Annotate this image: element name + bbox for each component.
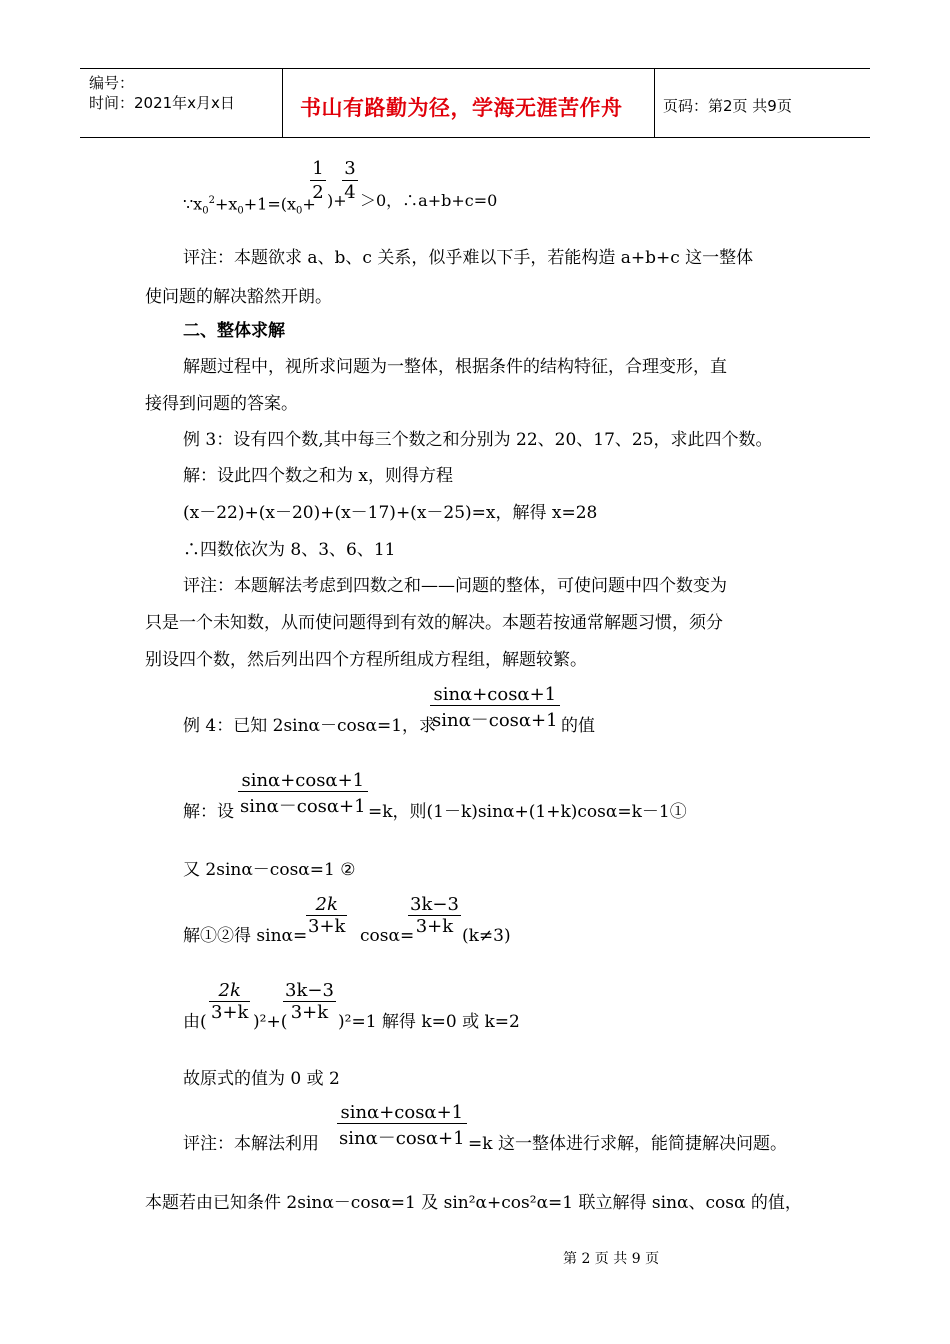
fraction-3k-3: 3k−3 3+k <box>410 894 459 937</box>
section-text-line-2: 接得到问题的答案。 <box>145 394 298 414</box>
fraction-one-half: 1 2 <box>310 158 326 203</box>
from-prefix: 由( <box>183 1012 207 1032</box>
comment-1-line-1: 评注：本题欲求 a、b、c 关系，似乎难以下手，若能构造 a+b+c 这一整体 <box>183 248 754 268</box>
fraction-2k: 2k 3+k <box>308 894 346 937</box>
fraction-sin-cos: sinα+cosα+1 sinα－cosα+1 <box>240 770 366 817</box>
comment-3-line-3: 别设四个数，然后列出四个方程所组成方程组，解题较繁。 <box>145 650 587 670</box>
equation-line-1: $\because x_0^2+x_0+1=(x_0+$ <box>183 194 316 217</box>
header-divider <box>282 69 283 137</box>
fraction-sin-cos: sinα+cosα+1 sinα－cosα+1 <box>432 684 558 731</box>
solve-cos: cosα= <box>360 926 415 946</box>
header-divider <box>654 69 655 137</box>
comment-4-prefix: 评注：本解法利用 <box>183 1134 319 1154</box>
equation-close: )+ <box>327 191 347 210</box>
comment-1-line-2: 使问题的解决豁然开朗。 <box>145 287 332 307</box>
example-4-prefix: 例 4：已知 2sinα－cosα=1，求 <box>183 716 437 736</box>
section-heading: 二、整体求解 <box>183 321 285 341</box>
fraction-3k-3: 3k−3 3+k <box>285 980 334 1023</box>
solution-4-suffix: =k，则(1－k)sinα+(1+k)cosα=k－1① <box>368 802 687 822</box>
from-middle: )²+( <box>253 1012 288 1032</box>
header-number: 编号： <box>89 74 135 92</box>
from-suffix: )²=1 解得 k=0 或 k=2 <box>338 1012 520 1032</box>
last-line: 本题若由已知条件 2sinα－cosα=1 及 sin²α+cos²α=1 联立解得 sinα、cosα 的值， <box>145 1193 802 1213</box>
solution-4-prefix: 解：设 <box>183 802 234 822</box>
header-page: 页码：第2页 共9页 <box>663 97 792 115</box>
result-line: 故原式的值为 0 或 2 <box>183 1069 340 1089</box>
example-4-suffix: 的值 <box>561 716 595 736</box>
solution-3-line-3: ∴四数依次为 8、3、6、11 <box>183 540 396 560</box>
fraction-sin-cos: sinα+cosα+1 sinα－cosα+1 <box>339 1102 465 1149</box>
example-3: 例 3：设有四个数,其中每三个数之和分别为 22、20、17、25，求此四个数。 <box>183 430 773 450</box>
equation-conclusion: ＞0，∴a+b+c=0 <box>360 191 498 210</box>
comment-4-suffix: =k 这一整体进行求解，能简捷解决问题。 <box>468 1134 787 1154</box>
equation-2: 又 2sinα－cosα=1 ② <box>183 860 356 880</box>
comment-3-line-1: 评注：本题解法考虑到四数之和——问题的整体，可使问题中四个数变为 <box>183 576 727 596</box>
fraction-2k: 2k 3+k <box>211 980 249 1023</box>
header-time: 时间：2021年x月x日 <box>89 94 235 112</box>
comment-3-line-2: 只是一个未知数，从而使问题得到有效的解决。本题若按通常解题习惯，须分 <box>145 613 723 633</box>
page-footer: 第 2 页 共 9 页 <box>563 1251 660 1267</box>
solve-condition: (k≠3) <box>462 926 511 946</box>
section-text-line-1: 解题过程中，视所求问题为一整体，根据条件的结构特征，合理变形，直 <box>183 357 727 377</box>
fraction-three-quarters: 3 4 <box>342 158 358 203</box>
solution-3-line-2: (x－22)+(x－20)+(x－17)+(x－25)=x，解得 x=28 <box>183 503 598 523</box>
header-motto: 书山有路勤为径，学海无涯苦作舟 <box>300 96 623 120</box>
solution-3-line-1: 解：设此四个数之和为 x，则得方程 <box>183 466 453 486</box>
solve-prefix: 解①②得 sinα= <box>183 926 308 946</box>
